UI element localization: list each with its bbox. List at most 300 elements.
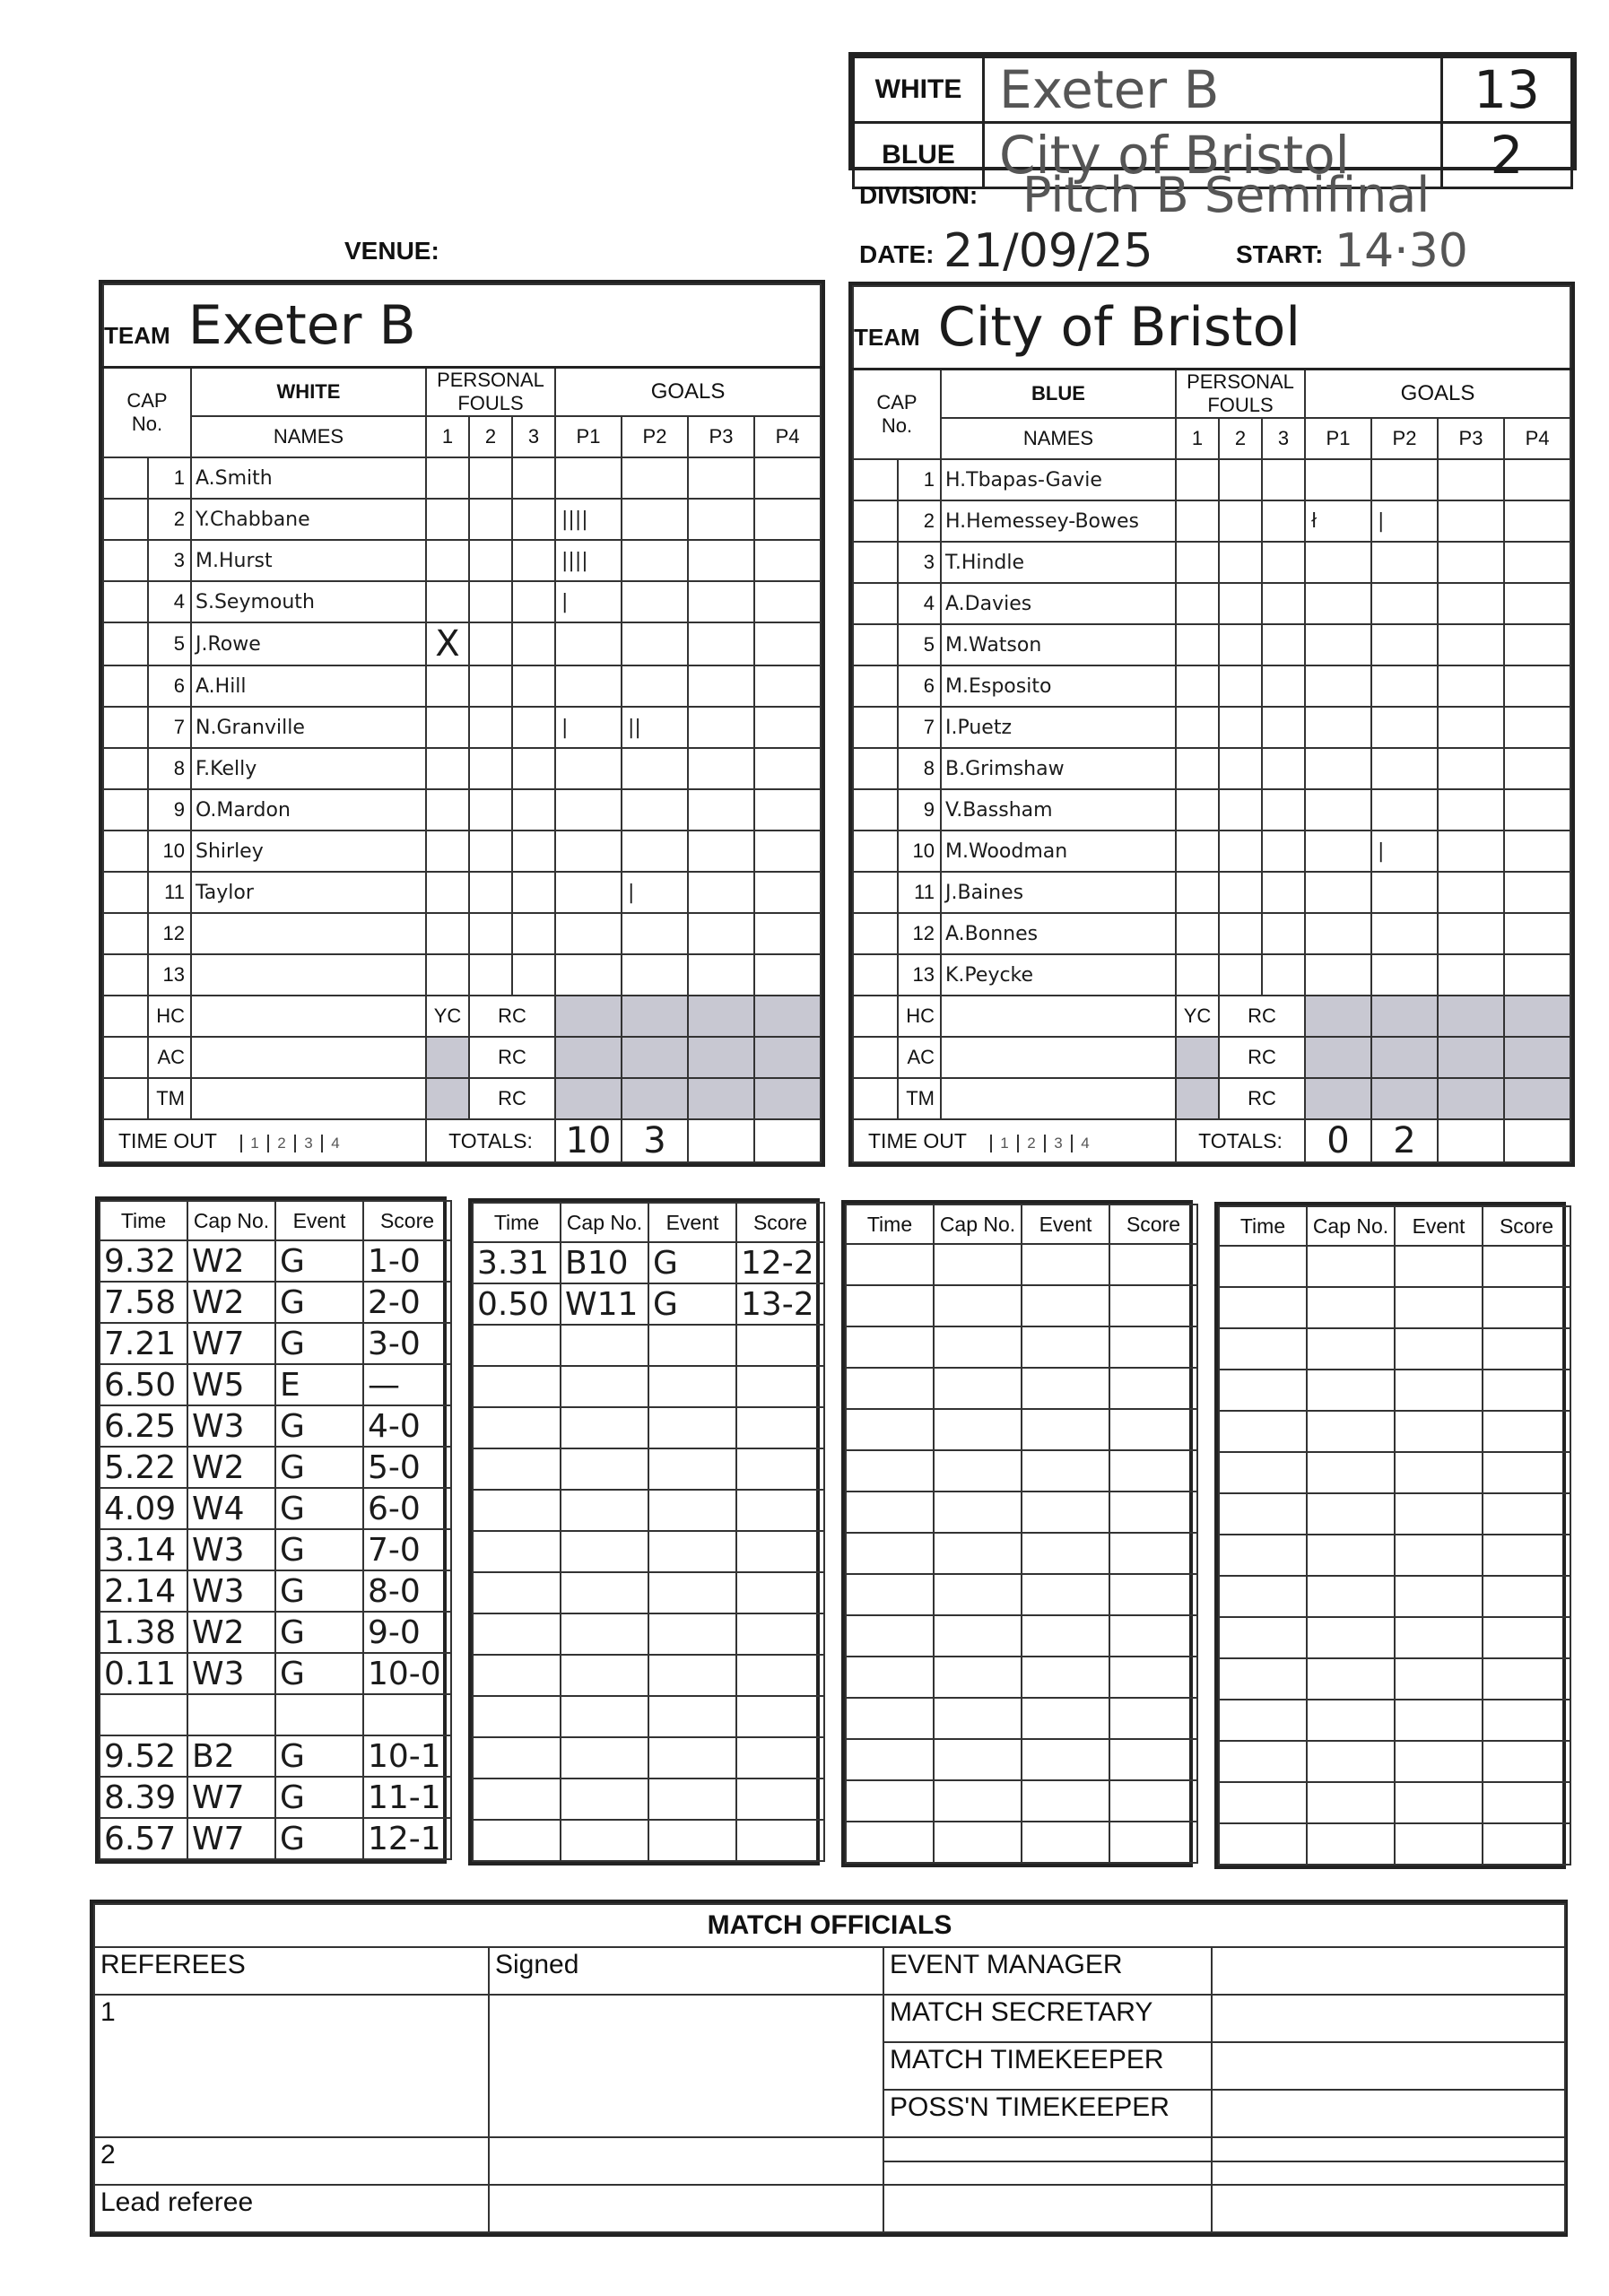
official-name[interactable]	[191, 1078, 426, 1119]
log-time[interactable]	[1219, 1700, 1307, 1741]
goals-p4[interactable]	[754, 872, 821, 913]
log-cap[interactable]	[561, 1572, 648, 1613]
log-time[interactable]: 3.31	[473, 1242, 561, 1283]
log-time[interactable]	[1219, 1658, 1307, 1700]
log-score[interactable]	[1109, 1533, 1197, 1574]
log-score[interactable]	[736, 1448, 824, 1490]
log-event[interactable]	[275, 1694, 363, 1735]
log-score[interactable]: 8-0	[363, 1570, 451, 1612]
log-event[interactable]	[648, 1572, 736, 1613]
log-score[interactable]	[1483, 1782, 1570, 1823]
log-score[interactable]	[1483, 1246, 1570, 1287]
log-score[interactable]	[1483, 1617, 1570, 1658]
log-cap[interactable]	[1307, 1576, 1395, 1617]
foul-2[interactable]	[1219, 954, 1262, 996]
cap-blank[interactable]	[853, 624, 898, 665]
cap-blank[interactable]	[103, 540, 148, 581]
goals-p3[interactable]	[688, 913, 754, 954]
log-score[interactable]: 5-0	[363, 1447, 451, 1488]
foul-3[interactable]	[512, 622, 555, 665]
goals-p3[interactable]	[1438, 748, 1504, 789]
goals-p4[interactable]	[754, 540, 821, 581]
log-time[interactable]	[846, 1368, 934, 1409]
log-cap[interactable]	[1307, 1617, 1395, 1658]
role-blank-3[interactable]	[883, 2185, 1212, 2232]
log-cap[interactable]	[934, 1244, 1022, 1285]
log-time[interactable]	[473, 1572, 561, 1613]
log-score[interactable]	[1483, 1700, 1570, 1741]
log-score[interactable]	[1109, 1822, 1197, 1863]
log-cap[interactable]	[934, 1368, 1022, 1409]
timeout-box-3[interactable]: 3	[1044, 1135, 1071, 1152]
official-name[interactable]	[941, 1037, 1176, 1078]
foul-2[interactable]	[1219, 500, 1262, 542]
cap-blank[interactable]	[853, 500, 898, 542]
log-score[interactable]: 12-1	[363, 1818, 451, 1859]
log-event[interactable]: G	[275, 1488, 363, 1529]
cap-blank[interactable]	[103, 872, 148, 913]
log-cap[interactable]: W11	[561, 1283, 648, 1325]
goals-p4[interactable]	[1504, 789, 1570, 831]
log-event[interactable]	[1395, 1823, 1483, 1865]
foul-3[interactable]	[512, 707, 555, 748]
log-cap[interactable]	[561, 1779, 648, 1820]
foul-3[interactable]	[1262, 500, 1305, 542]
log-cap[interactable]	[561, 1737, 648, 1779]
log-score[interactable]: 6-0	[363, 1488, 451, 1529]
goals-p4[interactable]	[1504, 624, 1570, 665]
goals-p4[interactable]	[754, 581, 821, 622]
goals-p3[interactable]	[1438, 789, 1504, 831]
log-event[interactable]: G	[275, 1735, 363, 1777]
goals-p3[interactable]	[688, 499, 754, 540]
log-cap[interactable]	[1307, 1658, 1395, 1700]
log-score[interactable]: 12-2	[736, 1242, 824, 1283]
goals-p3[interactable]	[688, 665, 754, 707]
role-event-manager-value[interactable]	[1212, 1947, 1565, 1995]
goals-p4[interactable]	[1504, 500, 1570, 542]
goals-p3[interactable]	[1438, 707, 1504, 748]
log-cap[interactable]	[934, 1409, 1022, 1450]
log-score[interactable]	[1483, 1576, 1570, 1617]
log-time[interactable]: 8.39	[100, 1777, 187, 1818]
log-time[interactable]	[1219, 1782, 1307, 1823]
cap-blank[interactable]	[103, 581, 148, 622]
log-time[interactable]	[473, 1737, 561, 1779]
foul-3[interactable]	[1262, 707, 1305, 748]
log-cap[interactable]	[1307, 1823, 1395, 1865]
log-event[interactable]	[648, 1366, 736, 1407]
log-event[interactable]	[1395, 1741, 1483, 1782]
log-cap[interactable]	[1307, 1246, 1395, 1287]
log-time[interactable]	[846, 1615, 934, 1657]
foul-3[interactable]	[512, 913, 555, 954]
cap-blank[interactable]	[103, 913, 148, 954]
goals-p4[interactable]	[754, 831, 821, 872]
log-cap[interactable]: W7	[187, 1323, 275, 1364]
log-cap[interactable]	[934, 1657, 1022, 1698]
cap-blank[interactable]	[853, 789, 898, 831]
log-event[interactable]	[1022, 1739, 1109, 1780]
log-time[interactable]	[473, 1655, 561, 1696]
log-score[interactable]	[736, 1366, 824, 1407]
goals-p4[interactable]	[1504, 665, 1570, 707]
log-time[interactable]	[846, 1574, 934, 1615]
official-name[interactable]	[191, 996, 426, 1037]
log-cap[interactable]	[561, 1407, 648, 1448]
log-time[interactable]	[846, 1409, 934, 1450]
log-cap[interactable]	[934, 1780, 1022, 1822]
foul-3[interactable]	[1262, 913, 1305, 954]
log-time[interactable]	[473, 1613, 561, 1655]
log-cap[interactable]	[187, 1694, 275, 1735]
foul-2[interactable]	[1219, 913, 1262, 954]
timeout-box-3[interactable]: 3	[294, 1135, 321, 1152]
lead-referee-signature[interactable]	[489, 2185, 883, 2232]
log-cap[interactable]	[1307, 1535, 1395, 1576]
goals-p3[interactable]	[1438, 831, 1504, 872]
log-time[interactable]	[473, 1531, 561, 1572]
cap-blank[interactable]	[103, 789, 148, 831]
foul-2[interactable]	[469, 748, 512, 789]
log-time[interactable]	[846, 1739, 934, 1780]
log-time[interactable]	[846, 1780, 934, 1822]
log-event[interactable]	[1022, 1368, 1109, 1409]
log-event[interactable]	[648, 1531, 736, 1572]
log-score[interactable]	[1483, 1535, 1570, 1576]
foul-2[interactable]	[1219, 665, 1262, 707]
foul-3[interactable]	[512, 540, 555, 581]
log-time[interactable]	[1219, 1576, 1307, 1617]
foul-3[interactable]	[1262, 583, 1305, 624]
role-blank-1-value[interactable]	[1212, 2137, 1565, 2161]
goals-p4[interactable]	[1504, 459, 1570, 500]
log-score[interactable]: 7-0	[363, 1529, 451, 1570]
log-cap[interactable]: W3	[187, 1405, 275, 1447]
role-match-secretary-value[interactable]	[1212, 1995, 1565, 2042]
log-cap[interactable]: W3	[187, 1529, 275, 1570]
log-event[interactable]	[1395, 1535, 1483, 1576]
log-time[interactable]	[846, 1698, 934, 1739]
log-event[interactable]	[648, 1448, 736, 1490]
log-time[interactable]	[1219, 1246, 1307, 1287]
foul-3[interactable]	[1262, 789, 1305, 831]
foul-3[interactable]	[512, 499, 555, 540]
log-event[interactable]	[1395, 1287, 1483, 1328]
log-time[interactable]	[846, 1244, 934, 1285]
log-cap[interactable]: W3	[187, 1653, 275, 1694]
log-score[interactable]: 10-1	[363, 1735, 451, 1777]
goals-p3[interactable]	[688, 831, 754, 872]
log-score[interactable]	[1109, 1780, 1197, 1822]
foul-2[interactable]	[469, 581, 512, 622]
log-event[interactable]	[1395, 1658, 1483, 1700]
log-score[interactable]	[736, 1696, 824, 1737]
log-cap[interactable]	[561, 1531, 648, 1572]
goals-p3[interactable]	[688, 748, 754, 789]
foul-3[interactable]	[1262, 872, 1305, 913]
foul-3[interactable]	[1262, 542, 1305, 583]
log-score[interactable]	[1109, 1739, 1197, 1780]
log-event[interactable]	[648, 1779, 736, 1820]
log-event[interactable]	[1022, 1615, 1109, 1657]
log-time[interactable]	[846, 1492, 934, 1533]
goals-p4[interactable]	[1504, 831, 1570, 872]
log-cap[interactable]	[561, 1696, 648, 1737]
foul-2[interactable]	[469, 707, 512, 748]
foul-3[interactable]	[512, 872, 555, 913]
log-time[interactable]: 4.09	[100, 1488, 187, 1529]
foul-2[interactable]	[469, 872, 512, 913]
log-event[interactable]: G	[275, 1405, 363, 1447]
log-event[interactable]: G	[275, 1282, 363, 1323]
timeout-box-4[interactable]: 4	[321, 1135, 348, 1152]
log-time[interactable]	[1219, 1535, 1307, 1576]
cap-blank[interactable]	[103, 457, 148, 499]
log-event[interactable]	[1022, 1574, 1109, 1615]
cap-blank[interactable]	[103, 954, 148, 996]
log-cap[interactable]	[934, 1533, 1022, 1574]
foul-3[interactable]	[512, 789, 555, 831]
log-event[interactable]	[1022, 1326, 1109, 1368]
log-cap[interactable]: B2	[187, 1735, 275, 1777]
log-event[interactable]	[648, 1613, 736, 1655]
log-cap[interactable]	[561, 1613, 648, 1655]
log-time[interactable]	[473, 1779, 561, 1820]
referee-2-signature[interactable]	[489, 2137, 883, 2185]
log-time[interactable]: 0.50	[473, 1283, 561, 1325]
cap-blank[interactable]	[853, 872, 898, 913]
log-time[interactable]	[473, 1820, 561, 1861]
log-score[interactable]	[736, 1325, 824, 1366]
log-cap[interactable]: W2	[187, 1612, 275, 1653]
log-event[interactable]: G	[275, 1777, 363, 1818]
log-event[interactable]: G	[275, 1529, 363, 1570]
log-score[interactable]	[1483, 1741, 1570, 1782]
goals-p4[interactable]	[754, 748, 821, 789]
log-cap[interactable]	[934, 1698, 1022, 1739]
log-time[interactable]	[846, 1326, 934, 1368]
foul-2[interactable]	[469, 954, 512, 996]
log-event[interactable]	[1022, 1409, 1109, 1450]
log-score[interactable]	[1109, 1615, 1197, 1657]
log-event[interactable]	[1395, 1576, 1483, 1617]
log-score[interactable]	[736, 1572, 824, 1613]
log-time[interactable]: 0.11	[100, 1653, 187, 1694]
log-cap[interactable]	[1307, 1411, 1395, 1452]
log-time[interactable]: 6.50	[100, 1364, 187, 1405]
cap-blank[interactable]	[853, 542, 898, 583]
foul-2[interactable]	[1219, 583, 1262, 624]
log-score[interactable]	[1109, 1368, 1197, 1409]
log-cap[interactable]	[561, 1366, 648, 1407]
log-cap[interactable]	[1307, 1370, 1395, 1411]
official-name[interactable]	[941, 1078, 1176, 1119]
goals-p4[interactable]	[1504, 707, 1570, 748]
foul-3[interactable]	[1262, 954, 1305, 996]
cap-blank[interactable]	[853, 954, 898, 996]
log-score[interactable]	[1109, 1450, 1197, 1492]
log-time[interactable]	[473, 1407, 561, 1448]
cap-blank[interactable]	[853, 748, 898, 789]
cap-blank[interactable]	[853, 665, 898, 707]
log-score[interactable]	[1483, 1658, 1570, 1700]
goals-p3[interactable]	[1438, 500, 1504, 542]
log-event[interactable]: G	[275, 1240, 363, 1282]
goals-p3[interactable]	[1438, 583, 1504, 624]
log-time[interactable]	[1219, 1287, 1307, 1328]
log-score[interactable]	[1109, 1409, 1197, 1450]
log-time[interactable]	[473, 1448, 561, 1490]
log-time[interactable]: 7.58	[100, 1282, 187, 1323]
role-blank-2-value[interactable]	[1212, 2161, 1565, 2186]
log-cap[interactable]: B10	[561, 1242, 648, 1283]
log-event[interactable]	[1022, 1533, 1109, 1574]
foul-2[interactable]	[1219, 872, 1262, 913]
log-cap[interactable]	[561, 1820, 648, 1861]
goals-p4[interactable]	[1504, 583, 1570, 624]
log-event[interactable]	[1395, 1617, 1483, 1658]
timeout-box-2[interactable]: 2	[267, 1135, 294, 1152]
timeout-box-1[interactable]: 1	[240, 1135, 267, 1152]
log-score[interactable]	[736, 1531, 824, 1572]
log-cap[interactable]	[934, 1739, 1022, 1780]
log-score[interactable]	[1109, 1698, 1197, 1739]
log-cap[interactable]	[1307, 1493, 1395, 1535]
goals-p4[interactable]	[754, 789, 821, 831]
foul-3[interactable]	[512, 748, 555, 789]
foul-2[interactable]	[1219, 459, 1262, 500]
goals-p3[interactable]	[1438, 665, 1504, 707]
foul-3[interactable]	[1262, 624, 1305, 665]
cap-blank[interactable]	[853, 707, 898, 748]
log-time[interactable]	[846, 1822, 934, 1863]
log-time[interactable]: 9.52	[100, 1735, 187, 1777]
log-cap[interactable]	[934, 1574, 1022, 1615]
log-time[interactable]: 9.32	[100, 1240, 187, 1282]
foul-3[interactable]	[1262, 748, 1305, 789]
goals-p3[interactable]	[688, 872, 754, 913]
cap-blank[interactable]	[103, 831, 148, 872]
log-score[interactable]: 4-0	[363, 1405, 451, 1447]
log-score[interactable]	[736, 1779, 824, 1820]
log-score[interactable]	[736, 1407, 824, 1448]
log-cap[interactable]	[1307, 1328, 1395, 1370]
log-time[interactable]	[473, 1325, 561, 1366]
log-event[interactable]	[1022, 1492, 1109, 1533]
cap-blank[interactable]	[103, 499, 148, 540]
log-cap[interactable]	[561, 1655, 648, 1696]
log-event[interactable]	[1022, 1822, 1109, 1863]
log-event[interactable]	[1022, 1780, 1109, 1822]
log-score[interactable]: 1-0	[363, 1240, 451, 1282]
log-time[interactable]	[1219, 1370, 1307, 1411]
goals-p4[interactable]	[754, 457, 821, 499]
log-score[interactable]	[1109, 1574, 1197, 1615]
log-cap[interactable]	[561, 1490, 648, 1531]
log-score[interactable]	[1483, 1328, 1570, 1370]
foul-2[interactable]	[469, 665, 512, 707]
log-event[interactable]	[1395, 1411, 1483, 1452]
log-cap[interactable]: W2	[187, 1240, 275, 1282]
foul-2[interactable]	[1219, 789, 1262, 831]
foul-2[interactable]	[469, 831, 512, 872]
goals-p4[interactable]	[754, 954, 821, 996]
foul-2[interactable]	[1219, 624, 1262, 665]
goals-p4[interactable]	[754, 665, 821, 707]
goals-p4[interactable]	[1504, 872, 1570, 913]
timeout-box-1[interactable]: 1	[990, 1135, 1017, 1152]
goals-p4[interactable]	[1504, 542, 1570, 583]
log-time[interactable]	[1219, 1823, 1307, 1865]
log-event[interactable]	[648, 1655, 736, 1696]
log-score[interactable]	[1483, 1823, 1570, 1865]
goals-p4[interactable]	[754, 707, 821, 748]
log-cap[interactable]	[1307, 1782, 1395, 1823]
log-time[interactable]	[1219, 1328, 1307, 1370]
log-event[interactable]: G	[275, 1570, 363, 1612]
foul-2[interactable]	[1219, 707, 1262, 748]
log-event[interactable]: G	[275, 1447, 363, 1488]
log-score[interactable]	[1483, 1370, 1570, 1411]
log-score[interactable]: 2-0	[363, 1282, 451, 1323]
role-possn-timekeeper-value[interactable]	[1212, 2090, 1565, 2137]
goals-p3[interactable]	[688, 622, 754, 665]
goals-p3[interactable]	[1438, 913, 1504, 954]
log-score[interactable]	[1109, 1244, 1197, 1285]
goals-p3[interactable]	[1438, 872, 1504, 913]
log-event[interactable]	[648, 1490, 736, 1531]
foul-3[interactable]	[1262, 831, 1305, 872]
log-score[interactable]: —	[363, 1364, 451, 1405]
log-score[interactable]	[736, 1613, 824, 1655]
official-name[interactable]	[941, 996, 1176, 1037]
log-cap[interactable]: W4	[187, 1488, 275, 1529]
log-event[interactable]	[1022, 1244, 1109, 1285]
cap-blank[interactable]	[853, 583, 898, 624]
referee-1-signature[interactable]	[489, 1995, 883, 2137]
log-cap[interactable]: W7	[187, 1777, 275, 1818]
goals-p4[interactable]	[1504, 913, 1570, 954]
goals-p3[interactable]	[1438, 542, 1504, 583]
goals-p3[interactable]	[688, 581, 754, 622]
log-cap[interactable]: W3	[187, 1570, 275, 1612]
log-score[interactable]: 10-0	[363, 1653, 451, 1694]
foul-2[interactable]	[469, 499, 512, 540]
log-score[interactable]	[736, 1820, 824, 1861]
log-event[interactable]: G	[275, 1653, 363, 1694]
foul-3[interactable]	[1262, 665, 1305, 707]
log-cap[interactable]	[1307, 1700, 1395, 1741]
log-time[interactable]	[846, 1533, 934, 1574]
log-score[interactable]	[736, 1655, 824, 1696]
log-time[interactable]	[473, 1490, 561, 1531]
log-time[interactable]	[1219, 1617, 1307, 1658]
log-score[interactable]	[736, 1737, 824, 1779]
goals-p4[interactable]	[1504, 748, 1570, 789]
log-cap[interactable]	[934, 1492, 1022, 1533]
goals-p3[interactable]	[688, 540, 754, 581]
goals-p3[interactable]	[688, 457, 754, 499]
goals-p3[interactable]	[1438, 459, 1504, 500]
log-cap[interactable]: W2	[187, 1447, 275, 1488]
foul-2[interactable]	[469, 913, 512, 954]
log-event[interactable]	[648, 1325, 736, 1366]
log-time[interactable]: 5.22	[100, 1447, 187, 1488]
foul-3[interactable]	[512, 954, 555, 996]
log-cap[interactable]	[1307, 1452, 1395, 1493]
log-event[interactable]: G	[275, 1612, 363, 1653]
